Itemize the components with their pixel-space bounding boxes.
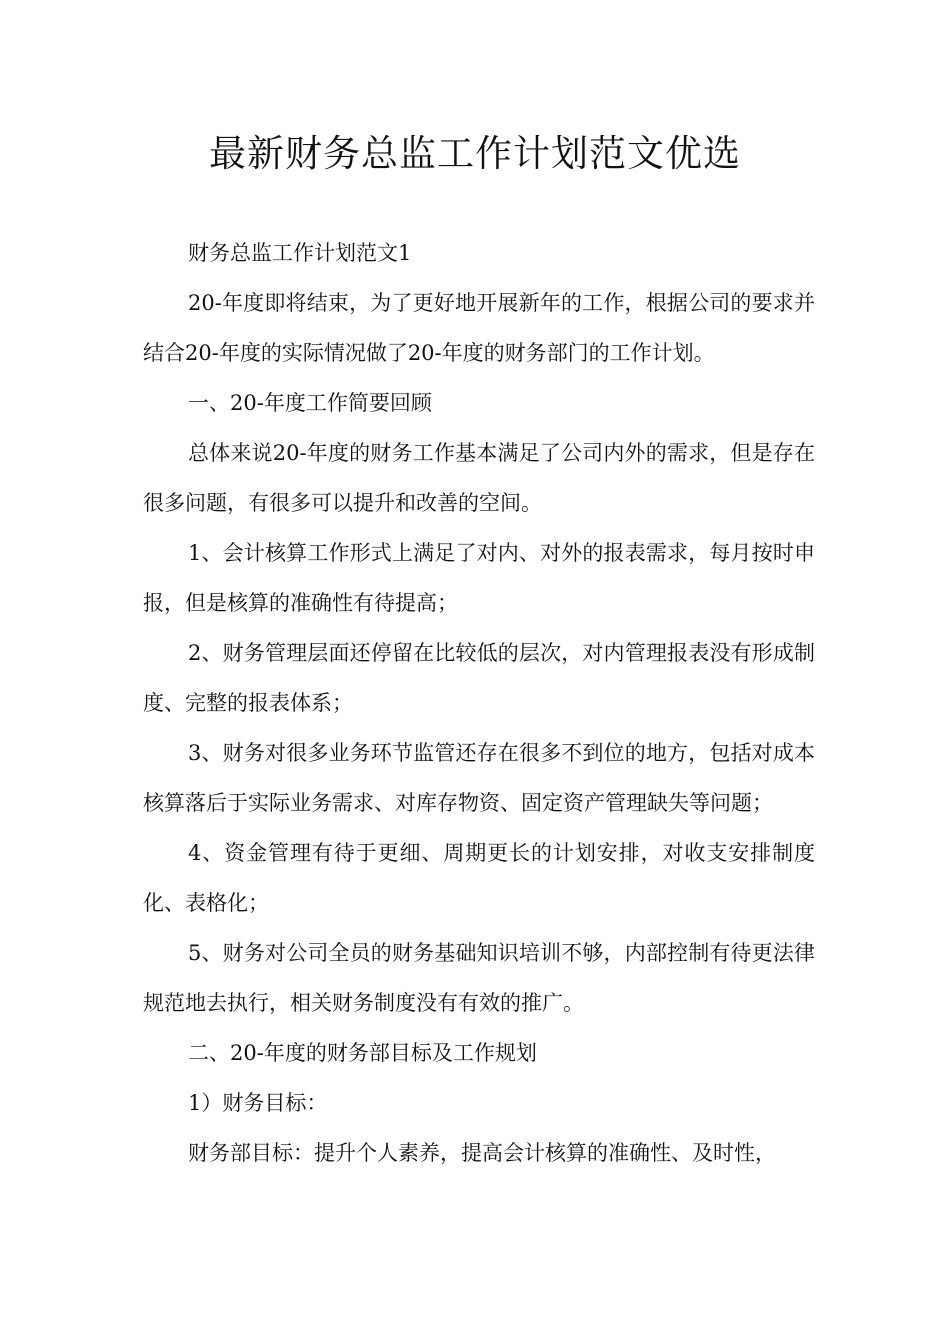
review-item-4: 4、资金管理有待于更细、周期更长的计划安排，对收支安排制度化、表格化； bbox=[143, 841, 815, 915]
section-heading-goals: 二、20-年度的财务部目标及工作规划 bbox=[188, 1041, 537, 1065]
document-body bbox=[143, 228, 815, 1178]
intro-paragraph: 20-年度即将结束，为了更好地开展新年的工作，根据公司的要求并结合20-年度的实际情况做了20-年度的财务部门的工作计划。 bbox=[143, 291, 815, 365]
document-title: 最新财务总监工作计划范文优选 bbox=[209, 132, 741, 175]
subheading-finance-goals: 1）财务目标： bbox=[188, 1091, 328, 1115]
review-item-1: 1、会计核算工作形式上满足了对内、对外的报表需求，每月按时申报，但是核算的准确性有待提高； bbox=[143, 541, 815, 615]
review-item-2: 2、财务管理层面还停留在比较低的层次，对内管理报表没有形成制度、完整的报表体系； bbox=[143, 641, 815, 715]
section-heading-plan-1: 财务总监工作计划范文1 bbox=[188, 241, 412, 265]
review-item-5: 5、财务对公司全员的财务基础知识培训不够，内部控制有待更法律规范地去执行，相关财务制度没有有效的推广。 bbox=[143, 941, 815, 1015]
review-item-3: 3、财务对很多业务环节监管还存在很多不到位的地方，包括对成本核算落后于实际业务需求、对库存物资、固定资产管理缺失等问题； bbox=[143, 741, 815, 815]
finance-goals-paragraph: 财务部目标：提升个人素养，提高会计核算的准确性、及时性， bbox=[188, 1141, 776, 1165]
review-summary-paragraph: 总体来说20-年度的财务工作基本满足了公司内外的需求，但是存在很多问题，有很多可以提升和改善的空间。 bbox=[143, 441, 815, 515]
section-heading-review: 一、20-年度工作简要回顾 bbox=[188, 391, 432, 415]
